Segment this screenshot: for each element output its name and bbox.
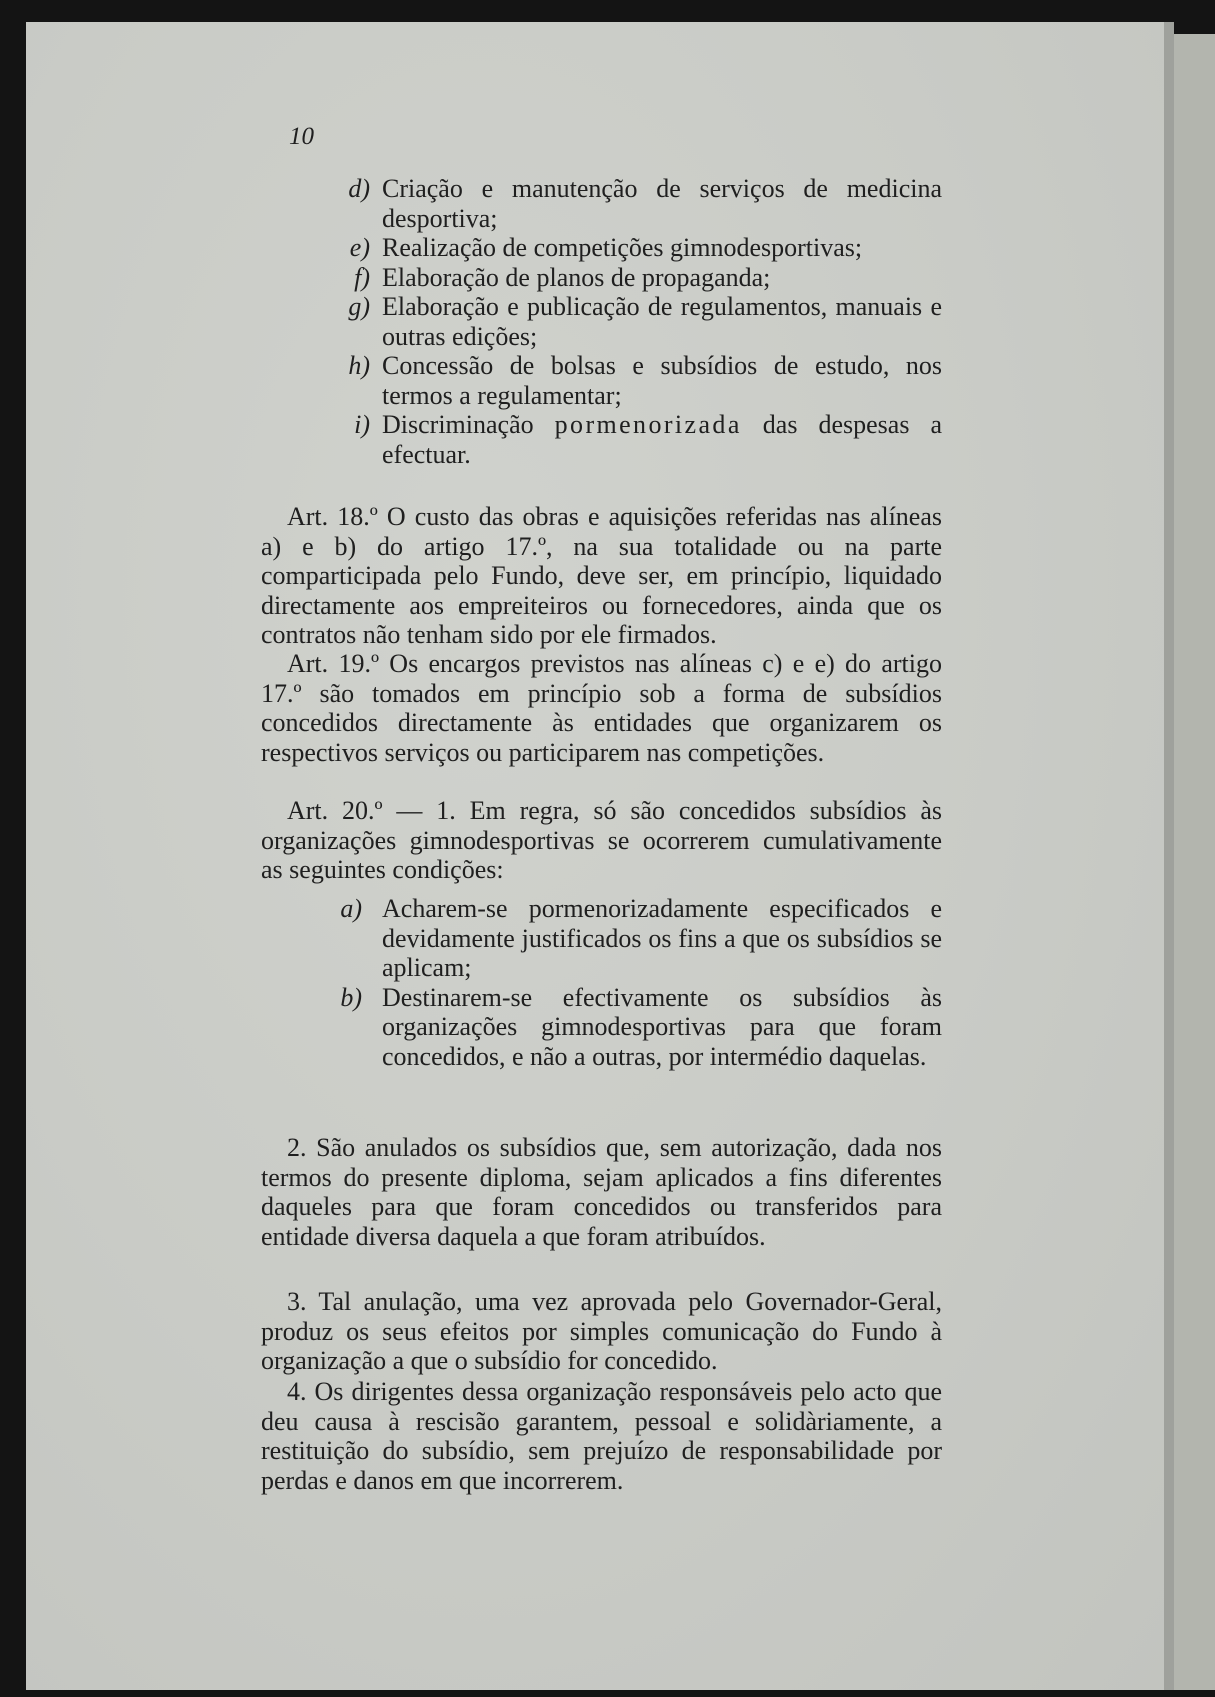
list-marker: f) [354,262,370,292]
article-20-paragraph-2: 2. São anulados os subsídios que, sem autorização, dada nos termos do presente diploma, sejam aplicados a fins diferentes daqueles para que foram concedidos ou transferidos para entidade diversa daquela a que foram atribuídos. [261,1133,942,1251]
list-marker: i) [354,410,370,439]
spaced-emphasis: pormenorizada [554,410,742,439]
list-item-f [26,263,1164,293]
article-17-list [26,174,1164,469]
list-item-b [26,983,1164,1072]
list-item-text: Elaboração e publicação de regulamentos, manuais e outras edições; [382,292,942,351]
list-marker: b) [340,982,362,1012]
list-marker: a) [340,894,362,923]
page-fold-shadow [1164,22,1174,1690]
list-item-i [26,410,1164,469]
list-item-text: Discriminação pormenorizada das despesas a efectuar. [382,410,943,469]
document-page [26,22,1164,1690]
list-item-text: Elaboração de planos de propaganda; [382,262,771,292]
article-20-paragraph-3: 3. Tal anulação, uma vez aprovada pelo Governador-Geral, produz os seus efeitos por simples comunicação do Fundo à organização a que o subsídio for concedido. [261,1287,942,1375]
article-18: Art. 18.º O custo das obras e aquisições referidas nas alíneas a) e b) do artigo 17.º, na sua totalidade ou na parte comparticipada pelo Fundo, deve ser, em princípio, liquidado directamente aos empreiteiros ou fornecedores, ainda que os contratos não tenham sido por ele firmados. [261,502,942,649]
list-item-h [26,351,1164,410]
list-marker: d) [348,174,370,203]
list-item-e [26,233,1164,263]
page-content [26,22,1164,1690]
list-marker: h) [348,351,370,380]
list-item-text: Realização de competições gimnodesportivas; [382,233,863,262]
list-item-text: Criação e manutenção de serviços de medicina desportiva; [382,174,942,233]
list-marker: e) [349,233,370,262]
page-number: 10 [289,123,314,150]
list-item-text: Acharem-se pormenorizadamente especificados e devidamente justificados os fins a que os subsídios se aplicam; [382,894,942,982]
article-20-intro: Art. 20.º — 1. Em regra, só são concedidos subsídios às organizações gimnodesportivas se ocorrerem cumulativamente as seguintes condições: [261,796,942,884]
article-20-list [26,894,1164,1071]
adjacent-page-edge [1174,34,1215,1690]
list-item-d [26,174,1164,233]
list-item-text: Concessão de bolsas e subsídios de estudo, nos termos a regulamentar; [382,351,942,410]
article-20-paragraph-4: 4. Os dirigentes dessa organização responsáveis pelo acto que deu causa à rescisão garantem, pessoal e solidàriamente, a restituição do subsídio, sem prejuízo de responsabilidade por perdas e danos em que incorrerem. [261,1377,942,1495]
article-19: Art. 19.º Os encargos previstos nas alíneas c) e e) do artigo 17.º são tomados em princípio sob a forma de subsídios concedidos directamente às entidades que organizarem os respectivos serviços ou participarem nas competições. [261,649,942,767]
list-marker: g) [348,292,370,321]
list-item-text: Destinarem-se efectivamente os subsídios às organizações gimnodesportivas para que foram concedidos, e não a outras, por intermédio daquelas. [382,982,942,1071]
list-item-a [26,894,1164,983]
list-item-g [26,292,1164,351]
